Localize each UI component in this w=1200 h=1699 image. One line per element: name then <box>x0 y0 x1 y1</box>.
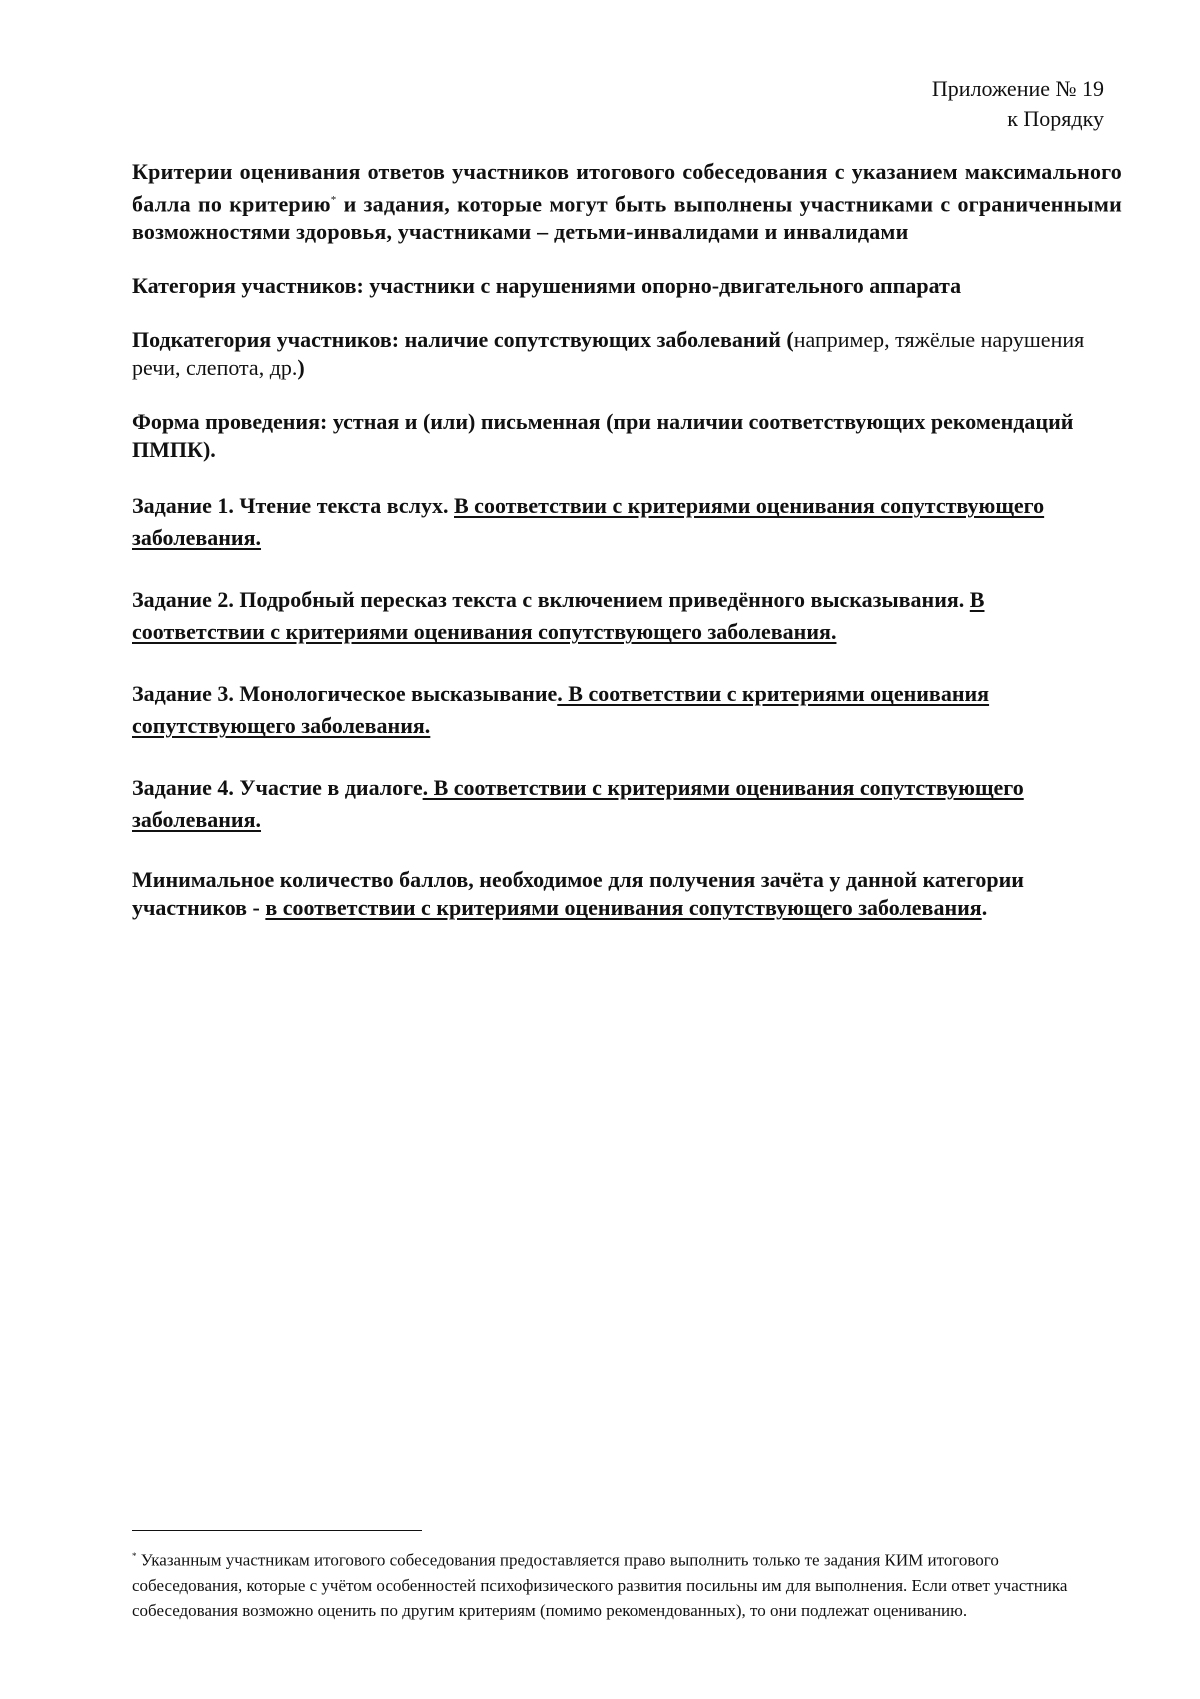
appendix-header <box>932 74 1104 134</box>
task-4 <box>132 772 1122 836</box>
task-1-criteria: В соответствии с критериями оценивания сопутствующего заболевания. <box>132 493 1045 551</box>
minimum-score-criteria: в соответствии с критериями оценивания сопутствующего заболевания <box>265 895 982 921</box>
footnote-mark: * <box>330 194 337 206</box>
subcategory-label: Подкатегория участников: наличие сопутствующих заболеваний ( <box>132 327 794 353</box>
appendix-number: Приложение № 19 <box>931 76 1104 101</box>
document-title <box>132 158 1122 246</box>
participant-category: Категория участников: участники с нарушениями опорно-двигательного аппарата <box>132 273 962 299</box>
task-3-criteria: . В соответствии с критериями оценивания сопутствующего заболевания. <box>132 681 990 739</box>
footnote-text: Указанным участникам итогового собеседования предоставляется право выполнить только те задания КИМ итогового собеседования, которые с учётом особенностей психофизического развития посильны им для выполнения. Если ответ участника собеседования возможно оценить по другим критериям (помимо рекомендованных), то они подлежат оцениванию. <box>132 1550 1068 1620</box>
minimum-score <box>132 866 1122 922</box>
document-body <box>132 158 1122 948</box>
footnote-mark-bottom: * <box>132 1551 137 1561</box>
appendix-reference: к Порядку <box>1007 106 1104 131</box>
participant-subcategory <box>132 326 1122 382</box>
title-text-after: и задания, которые могут быть выполнены участниками с ограниченными возможностями здоровья, участниками – детьми-инвалидами и инвалидами <box>132 191 1122 245</box>
task-4-title: Задание 4. Участие в диалоге <box>132 775 423 801</box>
exam-form: Форма проведения: устная и (или) письменная (при наличии соответствующих рекомендаций ПМПК). <box>132 409 1074 463</box>
footnote-separator <box>132 1530 422 1531</box>
task-4-criteria: . В соответствии с критериями оценивания сопутствующего заболевания. <box>132 775 1024 833</box>
minimum-score-end: . <box>981 895 988 921</box>
footnote <box>132 1544 1092 1623</box>
title-text: Критерии оценивания ответов участников итогового собеседования с указанием максимального балла по критерию <box>132 159 1122 217</box>
task-3 <box>132 678 1122 742</box>
minimum-score-lead: Минимальное количество баллов, необходимое для получения зачёта у данной категории участников - <box>132 867 1024 921</box>
task-2-criteria: В соответствии с критериями оценивания сопутствующего заболевания. <box>132 587 985 645</box>
subcategory-examples: например, тяжёлые нарушения речи, слепота, др. <box>132 327 1085 381</box>
task-1-title: Задание 1. Чтение текста вслух. <box>132 493 454 519</box>
subcategory-close: ) <box>297 355 305 381</box>
task-3-title: Задание 3. Монологическое высказывание <box>132 681 558 707</box>
task-2-title: Задание 2. Подробный пересказ текста с включением приведённого высказывания. <box>132 587 970 613</box>
task-2 <box>132 584 1122 648</box>
task-1 <box>132 490 1122 554</box>
